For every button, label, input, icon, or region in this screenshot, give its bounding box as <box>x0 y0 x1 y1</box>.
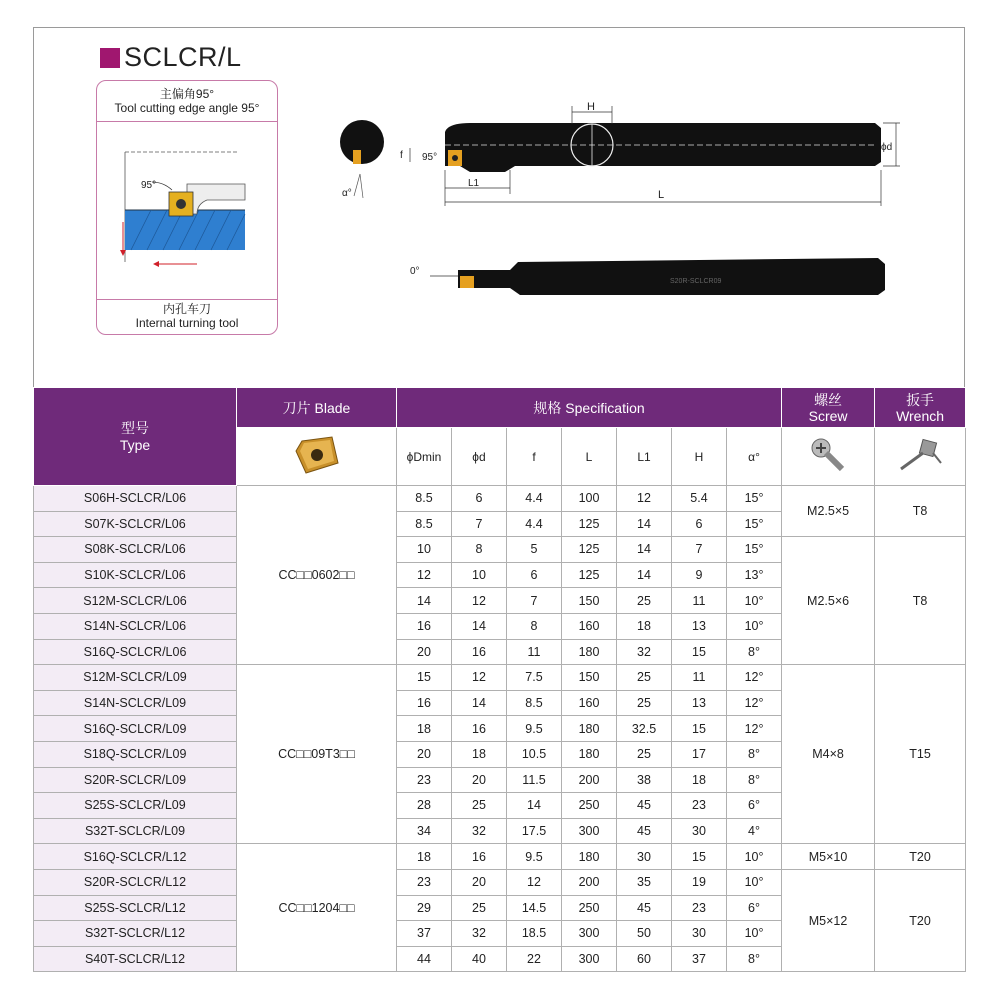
spec-value-cell: 15 <box>672 716 727 742</box>
table-row <box>34 486 966 512</box>
blade-cell: CC□□09T3□□ <box>237 665 397 844</box>
spec-value-cell: 25 <box>617 588 672 614</box>
spec-value-cell: 7.5 <box>507 665 562 691</box>
spec-value-cell: 4.4 <box>507 486 562 512</box>
spec-value-cell: 200 <box>562 869 617 895</box>
type-cell: S16Q-SCLCR/L12 <box>34 844 237 870</box>
spec-value-cell: 125 <box>562 562 617 588</box>
tool-caption <box>97 302 277 330</box>
dim-h-label: H <box>587 101 595 113</box>
spec-value-cell: 16 <box>452 639 507 665</box>
screw-cell: M4×8 <box>782 665 875 844</box>
screw-cell: M2.5×6 <box>782 537 875 665</box>
spec-value-cell: 22 <box>507 946 562 972</box>
type-cell: S32T-SCLCR/L12 <box>34 921 237 947</box>
spec-value-cell: 28 <box>397 793 452 819</box>
type-cell: S14N-SCLCR/L06 <box>34 613 237 639</box>
spec-value-cell: 11 <box>672 665 727 691</box>
spec-value-cell: 23 <box>672 793 727 819</box>
boring-diagram <box>97 122 277 298</box>
spec-value-cell: 180 <box>562 844 617 870</box>
type-cell: S40T-SCLCR/L12 <box>34 946 237 972</box>
spec-value-cell: 14 <box>452 690 507 716</box>
spec-value-cell: 15° <box>727 537 782 563</box>
spec-value-cell: 8° <box>727 741 782 767</box>
spec-value-cell: 20 <box>397 639 452 665</box>
title-text: SCLCR/L <box>124 42 242 72</box>
header-type: 型号 Type <box>34 388 237 486</box>
spec-value-cell: 30 <box>672 921 727 947</box>
spec-value-cell: 12° <box>727 716 782 742</box>
spec-value-cell: 29 <box>397 895 452 921</box>
type-cell: S32T-SCLCR/L09 <box>34 818 237 844</box>
angle-caption <box>97 87 277 115</box>
spec-value-cell: 10.5 <box>507 741 562 767</box>
spec-value-cell: 32 <box>617 639 672 665</box>
spec-value-cell: 8° <box>727 639 782 665</box>
wrench-icon <box>895 435 945 475</box>
spec-table <box>33 387 966 972</box>
spec-value-cell: 5 <box>507 537 562 563</box>
spec-value-cell: 11 <box>672 588 727 614</box>
wrench-cell: T20 <box>875 844 966 870</box>
spec-value-cell: 38 <box>617 767 672 793</box>
spec-value-cell: 18 <box>397 844 452 870</box>
spec-value-cell: 160 <box>562 613 617 639</box>
spec-value-cell: 180 <box>562 741 617 767</box>
spec-value-cell: 6° <box>727 793 782 819</box>
spec-value-cell: 45 <box>617 793 672 819</box>
spec-value-cell: 12 <box>452 665 507 691</box>
spec-value-cell: 20 <box>452 767 507 793</box>
blade-cell: CC□□1204□□ <box>237 844 397 972</box>
spec-value-cell: 13 <box>672 613 727 639</box>
type-cell: S16Q-SCLCR/L06 <box>34 639 237 665</box>
spec-value-cell: 19 <box>672 869 727 895</box>
dim-d-label: ϕd <box>881 142 893 153</box>
spec-value-cell: 16 <box>452 844 507 870</box>
wrench-cell: T15 <box>875 665 966 844</box>
spec-value-cell: 40 <box>452 946 507 972</box>
spec-value-cell: 8 <box>507 613 562 639</box>
spec-body <box>34 486 966 972</box>
spec-value-cell: 12 <box>397 562 452 588</box>
spec-value-cell: 12° <box>727 690 782 716</box>
angle-value-label: 95° <box>141 180 157 191</box>
spec-value-cell: 125 <box>562 511 617 537</box>
spec-value-cell: 15 <box>397 665 452 691</box>
spec-value-cell: 10° <box>727 613 782 639</box>
spec-value-cell: 4.4 <box>507 511 562 537</box>
table-row <box>34 844 966 870</box>
spec-value-cell: 14 <box>397 588 452 614</box>
spec-value-cell: 23 <box>672 895 727 921</box>
spec-value-cell: 8.5 <box>397 511 452 537</box>
spec-value-cell: 45 <box>617 895 672 921</box>
spec-value-cell: 14 <box>617 511 672 537</box>
spec-value-cell: 16 <box>452 716 507 742</box>
spec-value-cell: 25 <box>617 665 672 691</box>
col-h: H <box>672 428 727 486</box>
spec-value-cell: 18 <box>397 716 452 742</box>
spec-value-cell: 5.4 <box>672 486 727 512</box>
table-row <box>34 869 966 895</box>
spec-value-cell: 14.5 <box>507 895 562 921</box>
spec-value-cell: 18.5 <box>507 921 562 947</box>
spec-value-cell: 25 <box>617 690 672 716</box>
spec-value-cell: 180 <box>562 639 617 665</box>
wrench-cell: T8 <box>875 537 966 665</box>
spec-value-cell: 10° <box>727 869 782 895</box>
spec-value-cell: 17.5 <box>507 818 562 844</box>
type-cell: S25S-SCLCR/L12 <box>34 895 237 921</box>
spec-value-cell: 45 <box>617 818 672 844</box>
dim-l1-label: L1 <box>468 178 480 189</box>
spec-value-cell: 34 <box>397 818 452 844</box>
spec-value-cell: 7 <box>672 537 727 563</box>
spec-value-cell: 11.5 <box>507 767 562 793</box>
spec-value-cell: 6 <box>672 511 727 537</box>
type-cell: S20R-SCLCR/L12 <box>34 869 237 895</box>
spec-value-cell: 32.5 <box>617 716 672 742</box>
boring-bar-side-view <box>458 258 885 295</box>
spec-value-cell: 8.5 <box>397 486 452 512</box>
header-spec: 规格 Specification <box>397 388 782 428</box>
spec-value-cell: 250 <box>562 895 617 921</box>
spec-value-cell: 13 <box>672 690 727 716</box>
spec-value-cell: 12 <box>452 588 507 614</box>
dim-f-label: f <box>400 150 403 161</box>
cutting-angle-panel <box>96 80 278 335</box>
spec-value-cell: 18 <box>452 741 507 767</box>
spec-value-cell: 11 <box>507 639 562 665</box>
col-l: L <box>562 428 617 486</box>
spec-value-cell: 4° <box>727 818 782 844</box>
blade-cell: CC□□0602□□ <box>237 486 397 665</box>
spec-value-cell: 6 <box>507 562 562 588</box>
table-row <box>34 665 966 691</box>
tool-caption-cn: 内孔车刀 <box>162 302 211 316</box>
spec-value-cell: 10° <box>727 844 782 870</box>
header-blade: 刀片 Blade <box>237 388 397 428</box>
spec-value-cell: 200 <box>562 767 617 793</box>
type-cell: S16Q-SCLCR/L09 <box>34 716 237 742</box>
spec-value-cell: 60 <box>617 946 672 972</box>
type-cell: S08K-SCLCR/L06 <box>34 537 237 563</box>
spec-value-cell: 25 <box>452 895 507 921</box>
spec-value-cell: 50 <box>617 921 672 947</box>
spec-value-cell: 6° <box>727 895 782 921</box>
screw-cell: M5×12 <box>782 869 875 971</box>
type-cell: S12M-SCLCR/L09 <box>34 665 237 691</box>
spec-value-cell: 18 <box>617 613 672 639</box>
col-alpha: α° <box>727 428 782 486</box>
spec-value-cell: 10 <box>452 562 507 588</box>
spec-value-cell: 14 <box>617 562 672 588</box>
spec-value-cell: 250 <box>562 793 617 819</box>
title-marker <box>100 48 120 68</box>
screw-icon <box>808 435 848 475</box>
spec-value-cell: 18 <box>672 767 727 793</box>
spec-value-cell: 25 <box>452 793 507 819</box>
spec-value-cell: 9.5 <box>507 716 562 742</box>
spec-value-cell: 10° <box>727 588 782 614</box>
spec-value-cell: 20 <box>452 869 507 895</box>
spec-value-cell: 20 <box>397 741 452 767</box>
screw-cell: M2.5×5 <box>782 486 875 537</box>
spec-value-cell: 37 <box>397 921 452 947</box>
tool-caption-en: Internal turning tool <box>135 316 239 330</box>
spec-value-cell: 25 <box>617 741 672 767</box>
spec-value-cell: 23 <box>397 869 452 895</box>
col-l1: L1 <box>617 428 672 486</box>
screw-image-cell <box>782 428 875 486</box>
spec-value-cell: 150 <box>562 588 617 614</box>
spec-value-cell: 37 <box>672 946 727 972</box>
spec-value-cell: 6 <box>452 486 507 512</box>
spec-value-cell: 7 <box>507 588 562 614</box>
type-cell: S10K-SCLCR/L06 <box>34 562 237 588</box>
type-cell: S14N-SCLCR/L09 <box>34 690 237 716</box>
spec-value-cell: 10 <box>397 537 452 563</box>
spec-value-cell: 15 <box>672 639 727 665</box>
wrench-cell: T20 <box>875 869 966 971</box>
spec-value-cell: 125 <box>562 537 617 563</box>
end-view-circle <box>340 120 384 164</box>
product-title <box>100 42 242 73</box>
spec-value-cell: 30 <box>617 844 672 870</box>
spec-value-cell: 17 <box>672 741 727 767</box>
caption-divider-bottom <box>97 299 277 300</box>
bar-engraving: S20R-SCLCR09 <box>670 278 722 285</box>
zero-angle-label: 0° <box>410 266 420 277</box>
dim-l-label: L <box>658 189 665 201</box>
spec-value-cell: 15 <box>672 844 727 870</box>
spec-value-cell: 16 <box>397 690 452 716</box>
spec-value-cell: 150 <box>562 665 617 691</box>
spec-value-cell: 9.5 <box>507 844 562 870</box>
spec-value-cell: 180 <box>562 716 617 742</box>
type-cell: S20R-SCLCR/L09 <box>34 767 237 793</box>
angle-caption-cn: 主偏角95° <box>159 87 215 101</box>
spec-value-cell: 8° <box>727 767 782 793</box>
spec-value-cell: 32 <box>452 818 507 844</box>
col-d: ϕd <box>452 428 507 486</box>
wrench-cell: T8 <box>875 486 966 537</box>
spec-value-cell: 12 <box>617 486 672 512</box>
spec-value-cell: 32 <box>452 921 507 947</box>
screw-cell: M5×10 <box>782 844 875 870</box>
col-dmin: ϕDmin <box>397 428 452 486</box>
col-f: f <box>507 428 562 486</box>
angle-caption-en: Tool cutting edge angle 95° <box>114 101 260 115</box>
boring-bar <box>445 123 881 172</box>
spec-value-cell: 8° <box>727 946 782 972</box>
type-cell: S12M-SCLCR/L06 <box>34 588 237 614</box>
spec-value-cell: 300 <box>562 818 617 844</box>
spec-value-cell: 12° <box>727 665 782 691</box>
type-cell: S07K-SCLCR/L06 <box>34 511 237 537</box>
spec-value-cell: 13° <box>727 562 782 588</box>
spec-value-cell: 300 <box>562 946 617 972</box>
blade-image-cell <box>237 428 397 486</box>
spec-value-cell: 10° <box>727 921 782 947</box>
dim-angle-label: 95° <box>422 152 438 163</box>
spec-value-cell: 100 <box>562 486 617 512</box>
spec-value-cell: 300 <box>562 921 617 947</box>
spec-value-cell: 14 <box>617 537 672 563</box>
type-cell: S25S-SCLCR/L09 <box>34 793 237 819</box>
spec-value-cell: 160 <box>562 690 617 716</box>
spec-value-cell: 16 <box>397 613 452 639</box>
spec-value-cell: 14 <box>452 613 507 639</box>
spec-value-cell: 9 <box>672 562 727 588</box>
header-wrench: 扳手 Wrench <box>875 388 966 428</box>
spec-value-cell: 14 <box>507 793 562 819</box>
header-screw: 螺丝 Screw <box>782 388 875 428</box>
spec-value-cell: 30 <box>672 818 727 844</box>
spec-value-cell: 23 <box>397 767 452 793</box>
spec-value-cell: 44 <box>397 946 452 972</box>
alpha-label: α° <box>342 188 352 199</box>
spec-value-cell: 15° <box>727 511 782 537</box>
spec-value-cell: 15° <box>727 486 782 512</box>
spec-value-cell: 8.5 <box>507 690 562 716</box>
spec-value-cell: 8 <box>452 537 507 563</box>
spec-value-cell: 12 <box>507 869 562 895</box>
insert-blade-icon <box>292 433 342 477</box>
tool-drawing <box>330 90 920 300</box>
wrench-image-cell <box>875 428 966 486</box>
type-cell: S18Q-SCLCR/L09 <box>34 741 237 767</box>
table-row <box>34 537 966 563</box>
spec-value-cell: 7 <box>452 511 507 537</box>
spec-value-cell: 35 <box>617 869 672 895</box>
type-cell: S06H-SCLCR/L06 <box>34 486 237 512</box>
